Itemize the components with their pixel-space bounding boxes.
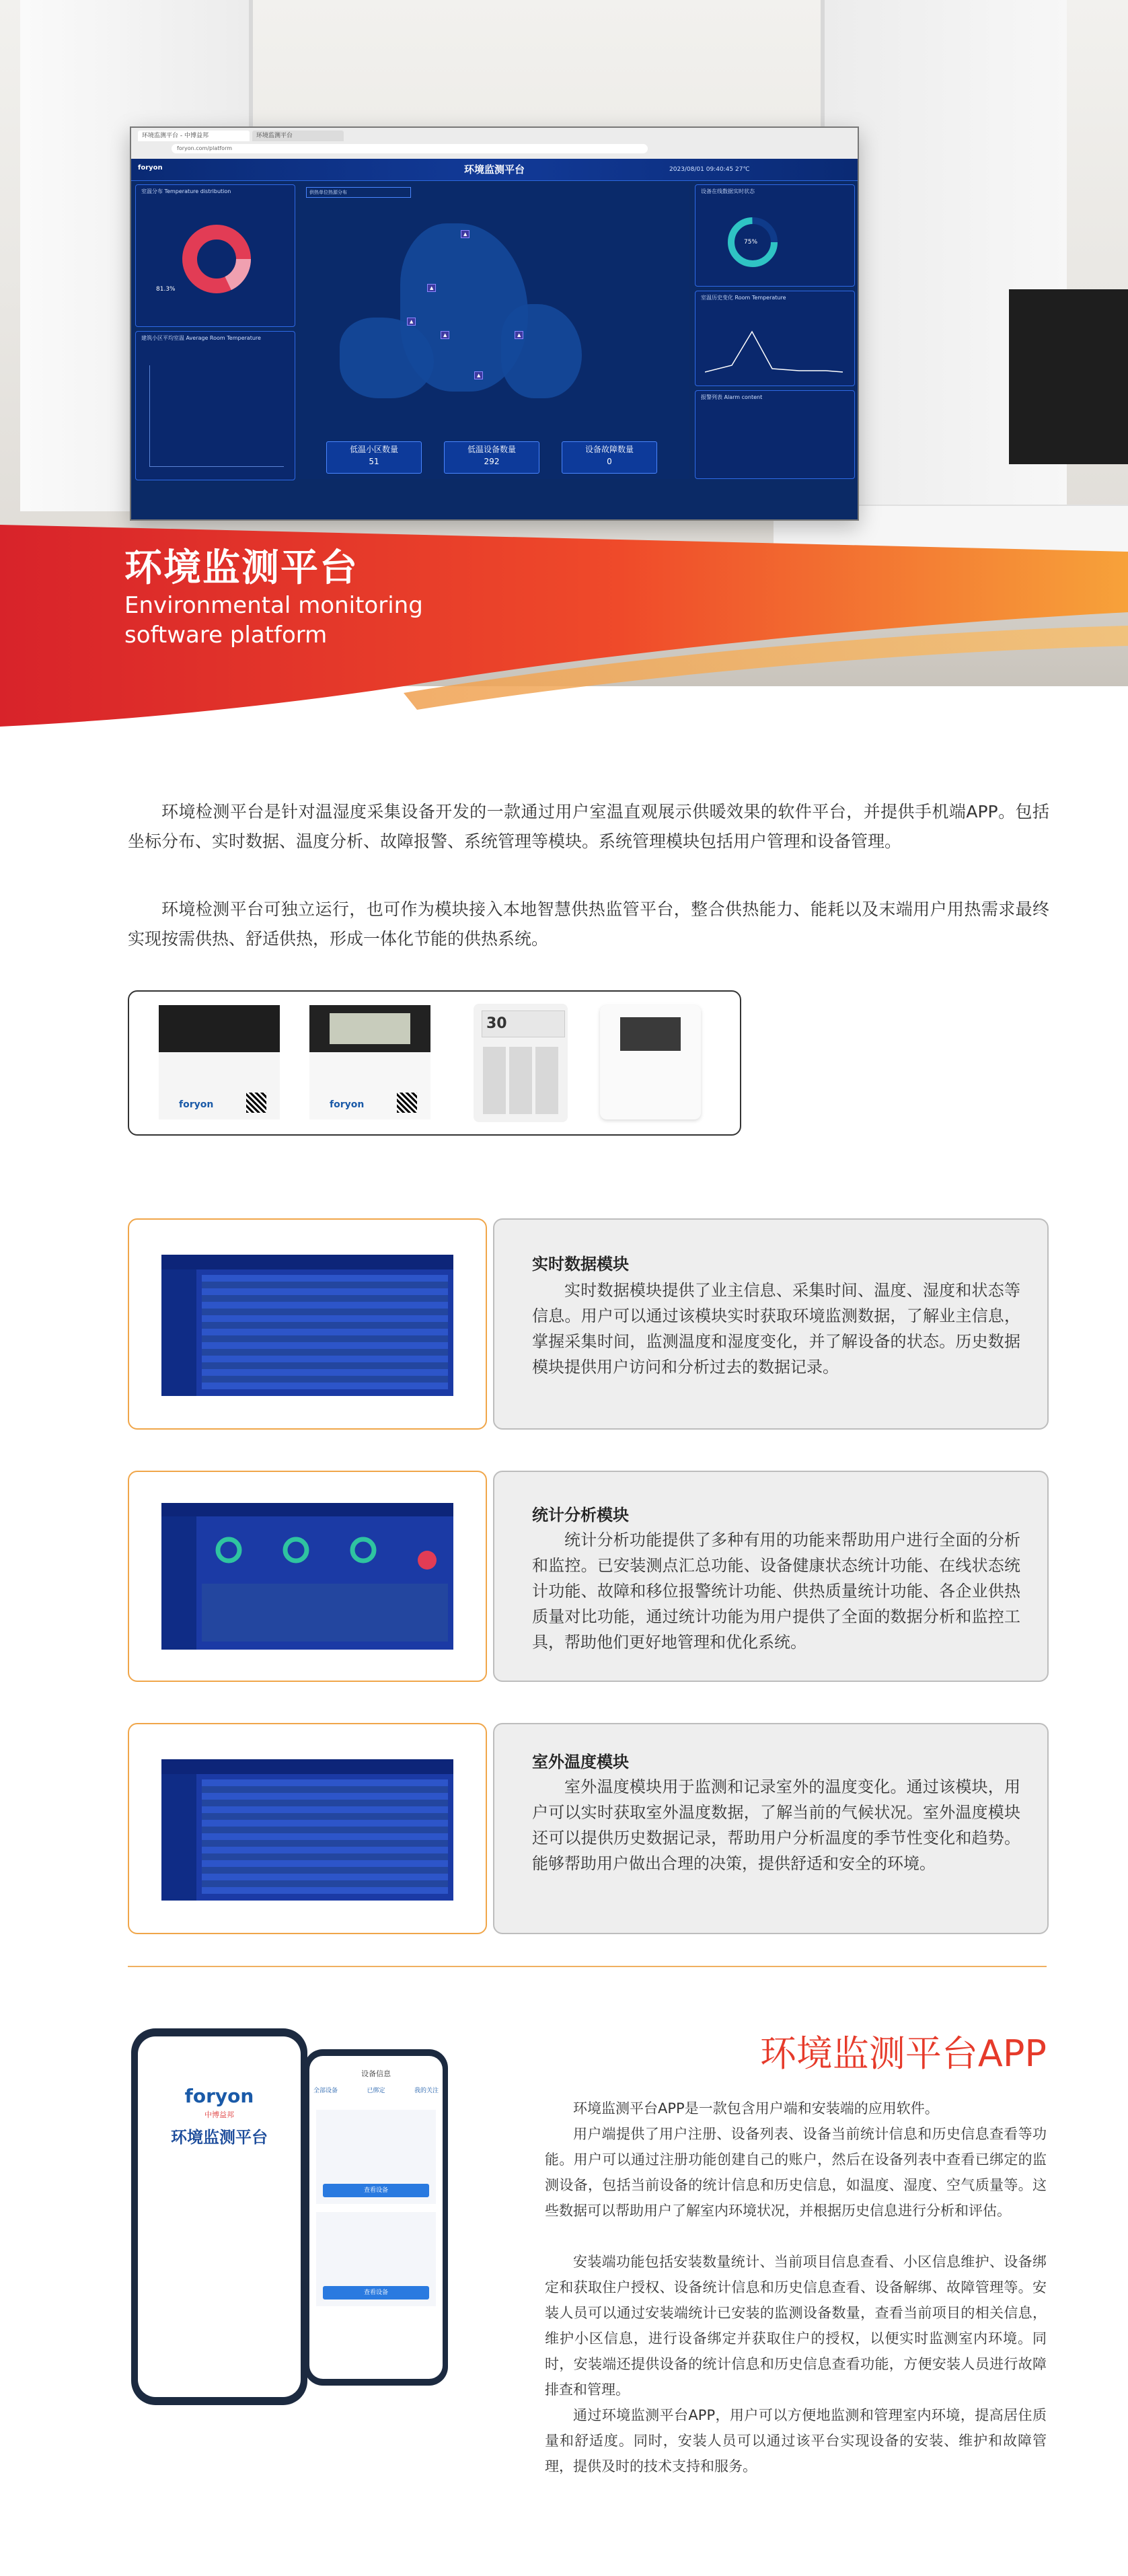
map-select[interactable]: 供热单位热源分布 — [306, 187, 411, 198]
intro-paragraph-1: 环境检测平台是针对温湿度采集设备开发的一款通过用户室温直观展示供暖效果的软件平台，并提供手机端APP。包括坐标分布、实时数据、温度分析、故障报警、系统管理等模块。系统管理模块包括用户管理和设备管理。 — [128, 802, 1049, 851]
phone-back-screen — [309, 2056, 443, 2379]
dashboard-time: 2023/08/01 09:40:45 27℃ — [669, 166, 750, 173]
phone2-tab[interactable]: 我的关注 — [414, 2088, 439, 2094]
chart-axis — [149, 365, 150, 466]
device-wireless-sensor — [600, 1005, 701, 1119]
pie-percentage: 81.3% — [156, 286, 176, 293]
map-marker[interactable]: ▲ — [461, 230, 469, 238]
chart-axis — [149, 466, 284, 467]
stat-label: 低温设备数量 — [467, 445, 516, 454]
stat-box-low-device — [444, 441, 539, 474]
donut-percentage: 75% — [744, 239, 758, 246]
stat-label: 低温小区数量 — [349, 445, 398, 454]
mini-donut-charts — [202, 1530, 451, 1570]
temp-pie-chart — [176, 219, 257, 299]
trend-line-chart — [705, 318, 846, 379]
dashboard-header — [131, 159, 858, 181]
stat-value: 292 — [484, 457, 500, 466]
map-marker[interactable]: ▲ — [474, 371, 483, 379]
mini-data-table — [202, 1779, 448, 1894]
device-wall-thermometer — [309, 1005, 430, 1119]
module-text-realtime — [493, 1218, 1049, 1430]
mini-dashboard-sidebar — [161, 1516, 196, 1650]
panel-title: 设备在线数据实时状态 — [701, 188, 755, 194]
module-title: 实时数据模块 — [532, 1255, 629, 1274]
stat-value: 0 — [607, 457, 612, 466]
monitor-screenshot — [130, 126, 859, 521]
panel-title: 室温历史变化 Room Temperature — [701, 295, 786, 301]
phone-brand: foryon — [184, 2085, 254, 2107]
stat-label: 设备故障数量 — [585, 445, 634, 454]
mini-dashboard-sidebar — [161, 1269, 196, 1396]
device-lcd: 30 — [482, 1010, 565, 1037]
map-marker[interactable]: ▲ — [407, 318, 416, 326]
qr-code-icon — [397, 1093, 417, 1113]
browser-tab-2[interactable]: 环境监测平台 — [252, 131, 344, 141]
switch-key — [483, 1047, 506, 1114]
devices-gallery — [128, 990, 741, 1136]
dashboard-title: 环境监测平台 — [463, 163, 525, 176]
phone-front-screen — [138, 2036, 301, 2397]
mini-dashboard — [161, 1503, 453, 1650]
temp-trend-panel — [695, 291, 855, 386]
app-paragraph-4: 通过环境监测平台APP，用户可以方便地监测和管理室内环境，提高居住质量和舒适度。同时，安装人员可以通过该平台实现设备的安装、维护和故障管理，提供及时的技术支持和服务。 — [545, 2407, 1047, 2474]
map-region — [501, 304, 582, 398]
panel-title: 建筑小区平均室温 Average Room Temperature — [141, 335, 261, 341]
app-paragraph-2: 用户端提供了用户注册、设备列表、设备当前统计信息和历史信息查看等功能。用户可以通过注册功能创建自己的账户，然后在设备列表中查看已绑定的监测设备，包括当前设备的统计信息和历史信息，如温度、湿度、空气质量等。这些数据可以帮助用户了解室内环境状况，并根据历史信息进行分析和评估。 — [545, 2126, 1047, 2219]
phone-app-title: 环境监测平台 — [171, 2128, 268, 2147]
phone-brand-sub: 中博益邦 — [204, 2110, 234, 2119]
module-body: 室外温度模块用于监测和记录室外的温度变化。通过该模块，用户可以实时获取室外温度数据，了解当前的气候状况。室外温度模块还可以提供历史数据记录，帮助用户分析温度的季节性变化和趋势。能够帮助用户做出合理的决策，提供舒适和安全的环境。 — [532, 1777, 1020, 1873]
banner-title: 环境监测平台 — [124, 546, 359, 590]
switch-key — [509, 1047, 532, 1114]
map-marker[interactable]: ▲ — [427, 284, 436, 292]
browser-tab[interactable]: 环境监测平台 - 中博益邦 — [138, 131, 250, 141]
phone2-header: 设备信息 — [361, 2069, 391, 2078]
device-brand: foryon — [330, 1099, 365, 1110]
stat-box-low-community — [326, 441, 422, 474]
module-text-statistics — [493, 1471, 1049, 1682]
phone2-tab[interactable]: 全部设备 — [313, 2088, 338, 2094]
mini-data-table — [202, 1275, 448, 1389]
app-section-title: 环境监测平台APP — [759, 2032, 1047, 2075]
module-body: 统计分析功能提供了多种有用的功能来帮助用户进行全面的分析和监控。已安装测点汇总功能、设备健康状态统计功能、在线状态统计功能、故障和移位报警统计功能、供热质量统计功能、各企业供热质量对比功能，通过统计功能为用户提供了全面的数据分析和监控工具，帮助他们更好地管理和优化系统。 — [532, 1531, 1020, 1652]
section-divider — [128, 1966, 1047, 1967]
app-paragraph-1: 环境监测平台APP是一款包含用户端和安装端的应用软件。 — [573, 2100, 939, 2117]
view-device-button[interactable]: 查看设备 — [323, 2184, 429, 2197]
module-title: 统计分析模块 — [532, 1506, 629, 1524]
module-title: 室外温度模块 — [532, 1753, 629, 1771]
panel-title: 室温分布 Temperature distribution — [141, 188, 231, 194]
mini-dashboard-header — [161, 1503, 453, 1516]
tv-screen — [1009, 289, 1128, 464]
module-screenshot-realtime — [128, 1218, 487, 1430]
dashboard — [131, 159, 858, 519]
module-screenshot-outdoor-temp — [128, 1723, 487, 1934]
device-switch-thermostat — [474, 1004, 568, 1122]
mini-dashboard-sidebar — [161, 1774, 196, 1901]
avg-temp-panel — [135, 331, 295, 480]
alarm-panel — [695, 390, 855, 479]
switch-key — [535, 1047, 558, 1114]
intro-paragraph-2: 环境检测平台可独立运行，也可作为模块接入本地智慧供热监管平台，整合供热能力、能耗以及末端用户用热需求最终实现按需供热、舒适供热，形成一体化节能的供热系统。 — [128, 899, 1049, 949]
device-status-panel — [695, 184, 855, 287]
phone-front — [131, 2028, 307, 2405]
module-body: 实时数据模块提供了业主信息、采集时间、温度、湿度和状态等信息。用户可以通过该模块实时获取环境监测数据，了解业主信息，掌握采集时间，监测温度和湿度变化，并了解设备的状态。历史数据模块提供用户访问和分析过去的数据记录。 — [532, 1281, 1020, 1376]
module-text-outdoor-temp — [493, 1723, 1049, 1934]
banner-subtitle-line2: software platform — [124, 622, 328, 649]
device-socket-thermometer — [159, 1005, 280, 1119]
hero-section — [0, 0, 1128, 740]
app-paragraph-3: 安装端功能包括安装数量统计、当前项目信息查看、小区信息维护、设备绑定和获取住户授权、设备统计信息和历史信息查看、设备解绑、故障管理等。安装人员可以通过安装端统计已安装的监测设备数量，查看当前项目的相关信息，维护小区信息，进行设备绑定并获取住户的授权，以便实时监测室内环境。同时，安装端还提供设备的统计信息和历史信息查看功能，方便安装人员进行故障排查和管理。 — [545, 2254, 1047, 2398]
dashboard-logo: foryon — [138, 164, 163, 172]
browser-toolbar — [131, 128, 858, 159]
mini-dashboard-header — [161, 1759, 453, 1774]
device-lcd — [159, 1005, 280, 1052]
map-marker[interactable]: ▲ — [441, 331, 449, 339]
mini-dashboard — [161, 1759, 453, 1901]
banner-subtitle — [124, 591, 423, 650]
mini-chart-area — [202, 1584, 448, 1642]
map-marker[interactable]: ▲ — [515, 331, 523, 339]
map-area[interactable] — [299, 183, 689, 479]
phone2-card — [316, 2110, 436, 2204]
phone-back — [304, 2049, 448, 2386]
view-device-button[interactable]: 查看设备 — [323, 2286, 429, 2299]
qr-code-icon — [246, 1093, 266, 1113]
device-lcd — [620, 1017, 681, 1051]
module-screenshot-statistics — [128, 1471, 487, 1682]
device-lcd — [330, 1013, 410, 1044]
mini-dashboard — [161, 1255, 453, 1396]
stat-value: 51 — [369, 457, 379, 466]
phone2-tabs — [313, 2086, 439, 2100]
phone2-card — [316, 2212, 436, 2306]
banner-subtitle-line1: Environmental monitoring — [124, 592, 423, 619]
stat-box-device-fault — [562, 441, 657, 474]
mini-dashboard-header — [161, 1255, 453, 1269]
address-bar[interactable]: foryon.com/platform — [172, 144, 648, 153]
phone2-tab[interactable]: 已绑定 — [367, 2088, 385, 2094]
panel-title: 报警列表 Alarm content — [701, 394, 763, 400]
temp-distribution-panel — [135, 184, 295, 327]
device-brand: foryon — [179, 1099, 214, 1110]
